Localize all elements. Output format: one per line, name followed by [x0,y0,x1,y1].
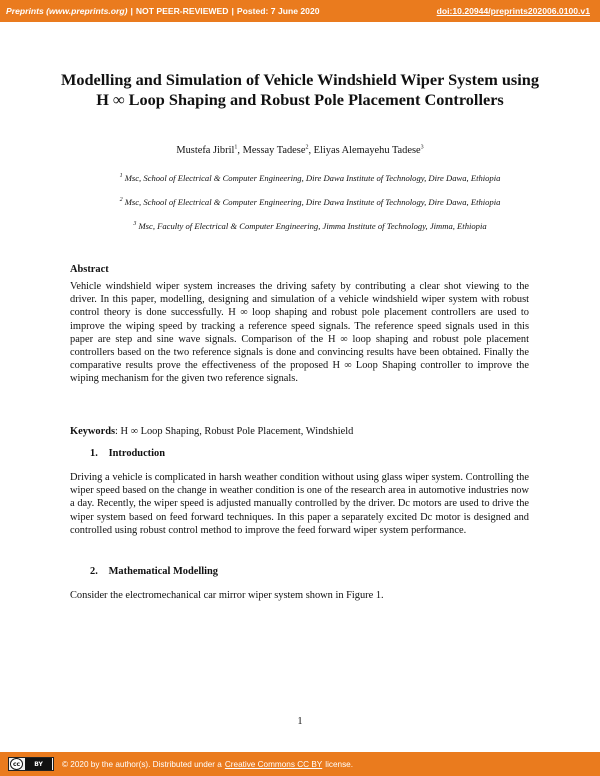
section-heading-modelling [90,566,218,577]
header-separator: | [231,6,234,16]
abstract-heading: Abstract [70,264,109,275]
keywords-label: Keywords [70,426,116,437]
header-separator: | [130,6,133,16]
affiliation-text: Msc, Faculty of Electrical & Computer Engineering, Jimma Institute of Technology, Jimma, Ethiopia [138,221,487,231]
introduction-text: Driving a vehicle is complicated in harsh weather condition without using glass wiper system. Controlling the wiper speed based on the change in weather condition is one of the research area in automotive industries now a day. Recently, the wiper speed is adjusted manually controlled by the driver. Dc motors are used to drive the wiper system based on feed forward techniques. In this paper a separately excited Dc motor is designed and controlled using robust control method to improve the feed forward wiper system performance. [70,472,529,536]
author-name: Eliyas Alemayehu Tadese [313,145,421,156]
author-list [60,145,540,156]
affiliation [90,220,530,232]
affiliation-text: Msc, School of Electrical & Computer Engineering, Dire Dawa Institute of Technology, Dire Dawa, Ethiopia [124,173,501,183]
section-number: 1. [90,448,98,459]
creative-commons-icon: cc [10,758,23,770]
license-link[interactable]: Creative Commons CC BY [224,759,323,769]
paper-title: Modelling and Simulation of Vehicle Windshield Wiper System using H ∞ Loop Shaping and Robust Pole Placement Controllers [60,70,539,109]
copyright-text: © 2020 by the author(s). Distributed under a [62,759,222,769]
modelling-text: Consider the electromechanical car mirror wiper system shown in Figure 1. [70,590,384,601]
author-name: Messay Tadese [242,145,306,156]
abstract-text: Vehicle windshield wiper system increases the driving safety by contributing a clear shot viewing to the driver. In this paper, modelling, designing and simulation of a vehicle windshield wiper system with robust control theory is done successfully. H ∞ loop shaping and robust pole placement controllers are used to improve the wiping speed by tracking a reference speed signals. The reference speed signals used in this paper are step and sine wave signals. Comparison of the H ∞ loop shaping and robust pole placement controllers based on the two reference signals is done and convincing results have been obtained. Finally the comparative results prove the effectiveness of the proposed H ∞ Loop Shaping controller to improve the wiping mechanism for the given two reference signals. [70,281,529,385]
affiliation-mark: 2 [119,197,123,204]
author-mark: 3 [420,144,424,151]
affiliation [90,172,530,184]
header-meta [6,6,320,16]
page-number: 1 [297,716,303,727]
keywords [70,426,353,437]
cc-by-license-icon[interactable] [8,757,54,771]
preprint-header-bar [0,0,600,22]
site-link[interactable]: Preprints (www.preprints.org) [6,6,128,16]
section-title: Mathematical Modelling [108,566,218,577]
section-number: 2. [90,566,98,577]
attribution-icon: BY [25,758,52,770]
posted-date: Posted: 7 June 2020 [236,6,320,16]
keywords-list: : H ∞ Loop Shaping, Robust Pole Placement, Windshield [115,426,354,437]
license-suffix: license. [325,759,354,769]
affiliation [90,196,530,208]
license-footer-bar [0,752,600,776]
author-separator: , [237,145,243,156]
section-heading-introduction [90,448,165,459]
author-name: Mustefa Jibril [176,145,235,156]
author-separator: , [308,145,314,156]
section-title: Introduction [108,448,166,459]
review-status: NOT PEER-REVIEWED [135,6,229,16]
affiliation-mark: 3 [133,221,137,228]
author-mark: 1 [234,144,238,151]
affiliation-mark: 1 [119,173,123,180]
author-mark: 2 [305,144,309,151]
doi-link[interactable]: doi:10.20944/preprints202006.0100.v1 [436,6,590,16]
affiliation-text: Msc, School of Electrical & Computer Engineering, Dire Dawa Institute of Technology, Dire Dawa, Ethiopia [124,197,501,207]
